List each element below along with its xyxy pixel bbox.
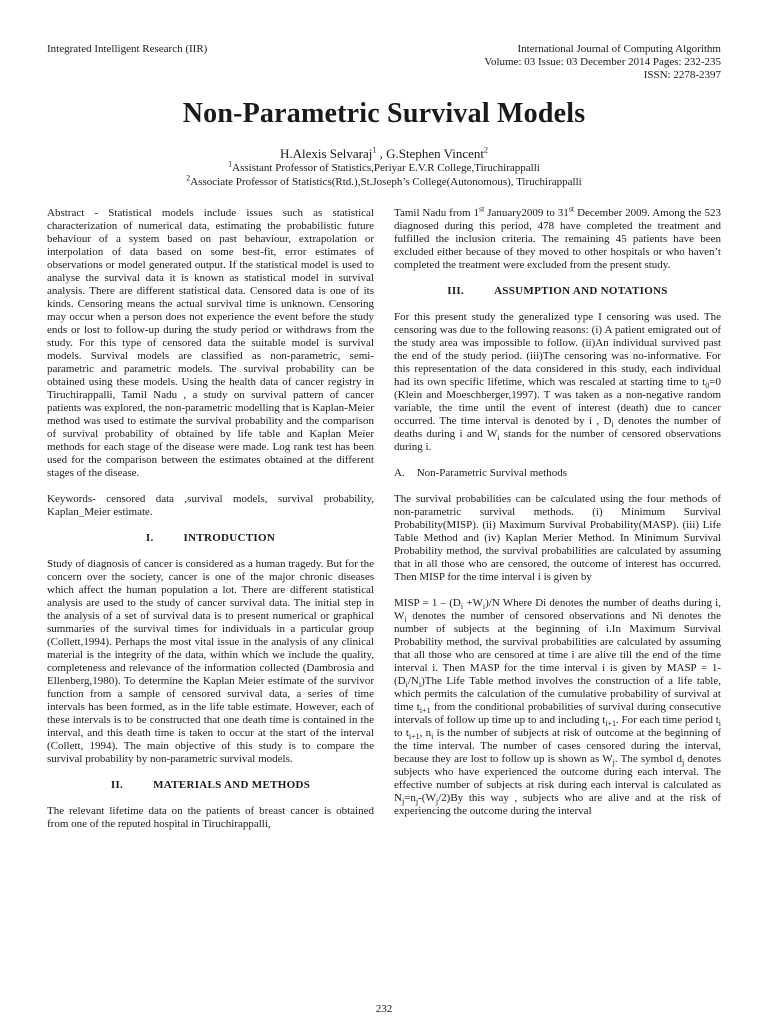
author-line — [0, 146, 768, 162]
page-number: 232 — [375, 1003, 393, 1015]
section-number: II. — [110, 779, 124, 791]
author-1: H.Alexis Selvaraj — [279, 146, 373, 161]
text-sub: i — [482, 602, 486, 612]
materials-text: The relevant lifetime data on the patients of breast cancer is obtained from one of the reputed hospital in Tiruchirappalli, — [47, 805, 374, 830]
text-run: /N — [407, 675, 419, 687]
section-heading-introduction — [47, 532, 374, 545]
text-run: December 2009. Among the 523 diagnosed during this period, 478 have completed the treatment and fulfilled the inclusion criteria. The remaining 45 patients have been excluded either because of they moved to other hospitals or who haven’t completed the treatment were excluded from the present study. — [394, 207, 721, 271]
text-sub: j — [401, 797, 405, 807]
text-sub: j — [681, 758, 685, 768]
text-run: =0 (Klein and Moeschberger,1997). T was taken as a non-negative random variable, the time until the event of interest (death) due to cancer occurred. The time interval is denoted by i , D — [394, 376, 721, 427]
section-number: III. — [447, 285, 465, 297]
text-sub: 0 — [705, 381, 710, 391]
section-heading-materials — [47, 779, 374, 792]
text-run: /2)By this way , subjects who are alive and at the risk of experiencing the outcome during the interval — [394, 792, 721, 817]
affiliation-2 — [0, 173, 768, 189]
text-run: stands for the number of censored observations during i. — [394, 428, 721, 453]
text-run: denotes subjects who have experienced the outcome during each interval. The effective number of subjects at risk during each interval is calculated as N — [394, 753, 721, 804]
section-title: ASSUMPTION AND NOTATIONS — [494, 285, 668, 297]
text-run: denotes the number of censored observations and Ni denotes the number of subjects at the beginning of i.In Maximum Survival Probability method, the survival probabilities are calculated by assuming that all those who are censored at time i are alive till the end of the time interval i. Then MASP for the time interval i is given by MASP = 1-(D — [394, 610, 721, 687]
text-sup: st — [568, 204, 575, 214]
text-run: . For each time period t — [616, 714, 719, 726]
affiliation-1-sup: 1 — [228, 159, 233, 169]
text-sub: i — [497, 433, 500, 443]
journal-volume: Volume: 03 Issue: 03 December 2014 Pages: 232-235 — [484, 56, 721, 68]
keywords: Keywords- censored data ,survival models, survival probability, Kaplan_Meier estimate. — [47, 493, 374, 518]
journal-issn: ISSN: 2278-2397 — [643, 69, 721, 81]
affiliation-2-text: Associate Professor of Statistics(Rtd.),St.Joseph’s College(Autonomous), Tiruchirappalli — [190, 176, 582, 188]
affiliation-1-text: Assistant Professor of Statistics,Periyar E.V.R College,Tiruchirappalli — [232, 162, 540, 174]
misp-text — [394, 597, 721, 818]
abstract: Abstract - Statistical models include issues such as statistical characterization of numerical data, estimating the probabilistic future behaviour of a system based on past behaviour, extrapolation or interpolation of data based on some best-fit, error estimates of observations or model generated output. If the statistical model is used to analyse the survival data it is known as statistical model in survival analysis. There are different statistical data. Censored data is one of its kinds. Censoring means the actual survival time is unknown. Censoring may occur when a person does not experience the event before the study ends or lost to follow-up during the study period or withdraws from the study. For this type of censored data the suitable model is survival models. Survival models are classified as non-parametric, semi-parametric and parametric models. The survival probability can be obtained using these models. Using the health data of cancer registry in Tiruchirappalli, Tamil Nadu , a study on survival pattern of cancer patients was explored, the non-parametric modelling that is Kaplan-Meier method was used to estimate the survival probability and the comparison of survival probability of obtained by life table and Kaplan Meier methods for each stage of the disease were made. Log rank test has been used for the comparison between the estimates obtained at the different stages of the disease. — [47, 207, 374, 479]
author-separator: , — [376, 146, 387, 161]
text-run: , n — [419, 727, 432, 739]
text-run: -(W — [418, 792, 436, 804]
text-sub: i — [611, 420, 614, 430]
affiliation-2-sup: 2 — [186, 173, 191, 183]
left-column — [47, 207, 374, 831]
text-sub: i — [718, 719, 722, 729]
text-run: For this present study the generalized type I censoring was used. The censoring was due to the following reasons: (i) A patient emigrated out of the study area was impossible to follow. (ii)An individual survived past the end of the study period. (iii)The censoring was no-informative. For this representation of the data considered in this study, each individual had its own specific lifetime, which was rescaled at starting time to t — [394, 311, 721, 388]
text-sup: st — [478, 204, 485, 214]
section-heading-assumption — [394, 285, 721, 298]
author-1-sup: 1 — [372, 145, 377, 155]
subsection-title: Non-Parametric Survival methods — [416, 467, 568, 479]
text-sub: i+1 — [408, 732, 420, 742]
text-run: to t — [394, 727, 409, 739]
text-run: +W — [463, 597, 483, 609]
subsection-number: A. — [394, 467, 405, 479]
text-sub: i — [404, 615, 407, 625]
affiliation-1 — [0, 159, 768, 175]
author-2: G.Stephen Vincent — [386, 146, 485, 161]
author-2-sup: 2 — [484, 145, 489, 155]
assumption-text — [394, 311, 721, 454]
section-number: I. — [145, 532, 154, 544]
text-sub: j — [612, 758, 615, 768]
journal-info — [391, 43, 721, 82]
text-run: is the number of subjects at risk of outcome at the beginning of the time interval. The number of cases censored during the interval, because they are lost to follow up is shown as W — [394, 727, 721, 765]
text-sub: j — [435, 797, 439, 807]
materials-continued-text — [394, 204, 721, 272]
text-sub: i+1 — [605, 719, 617, 729]
text-run: =n — [404, 792, 416, 804]
text-sub: i — [405, 680, 408, 690]
section-title: MATERIALS AND METHODS — [153, 779, 311, 791]
text-run: denotes the number of deaths during i and W — [394, 415, 721, 440]
text-run: MISP = 1 – (D — [394, 597, 461, 609]
subsection-a-text: The survival probabilities can be calculated using the four methods of non-parametric survival methods. (i) Minimum Survival Probability(MISP). (ii) Maximum Survival Probability(MASP). (iii) Life Table Method and (iv) Kaplan Merier Method. In Minimum Survival Probability method, the survival probabilities are calculated by assuming that in all those who are censored, the outcome of interest has occurred. Then MISP for the time interval i is given by — [394, 493, 721, 583]
introduction-text: Study of diagnosis of cancer is considered as a human tragedy. But for the concern over the society, cancer is one of the major chronic diseases which affect the human population a lot. There are different statistical analysis are used to the study of cancer survival data. The initial step in the analysis of a set of survival data is to present numerical or graphical summaries of the survival times for individuals in a particular group (Collett,1994). Perhaps the most vital issue in the analysis of any clinical material is the integrity of the data, within which we include the quality, completeness and relevance of the information collected (Dambrosia and Ellenberg,1980). To determine the Kaplan Meier estimate of the survivor function from a sample of censored survival data, a series of time intervals has been formed, as in the life table estimate. However, each of these intervals is to be constructed that one death time is contained in the interval, and this death time is taken to occur at the start of the interval (Collett, 1994). The main objective of this study is to compare the survival probability by non-parametric survival models. — [47, 558, 374, 765]
text-sub: i+1 — [419, 706, 431, 716]
text-sub: j — [415, 797, 419, 807]
journal-publisher: Integrated Intelligent Research (IIR) — [47, 43, 208, 55]
text-run: . The symbol d — [614, 753, 682, 765]
text-run: )The Life Table method involves the construction of a life table, which permits the calculation of the cumulative probability of survival at time t — [394, 675, 721, 713]
text-run: )/N Where Di denotes the number of deaths during i, W — [394, 597, 721, 622]
text-run: from the conditional probabilities of survival during consecutive intervals of follow up time up to and including t — [394, 701, 721, 726]
section-title: INTRODUCTION — [183, 532, 276, 544]
text-sub: i — [431, 732, 434, 742]
right-column — [394, 204, 722, 818]
text-sub: i — [460, 602, 464, 612]
text-run: January2009 to 31 — [484, 207, 569, 219]
text-run: Tamil Nadu from 1 — [394, 207, 479, 219]
subsection-heading-a — [394, 467, 721, 480]
paper-title: Non-Parametric Survival Models — [182, 98, 586, 129]
text-sub: i — [418, 680, 422, 690]
journal-name: International Journal of Computing Algorithm — [517, 43, 721, 55]
